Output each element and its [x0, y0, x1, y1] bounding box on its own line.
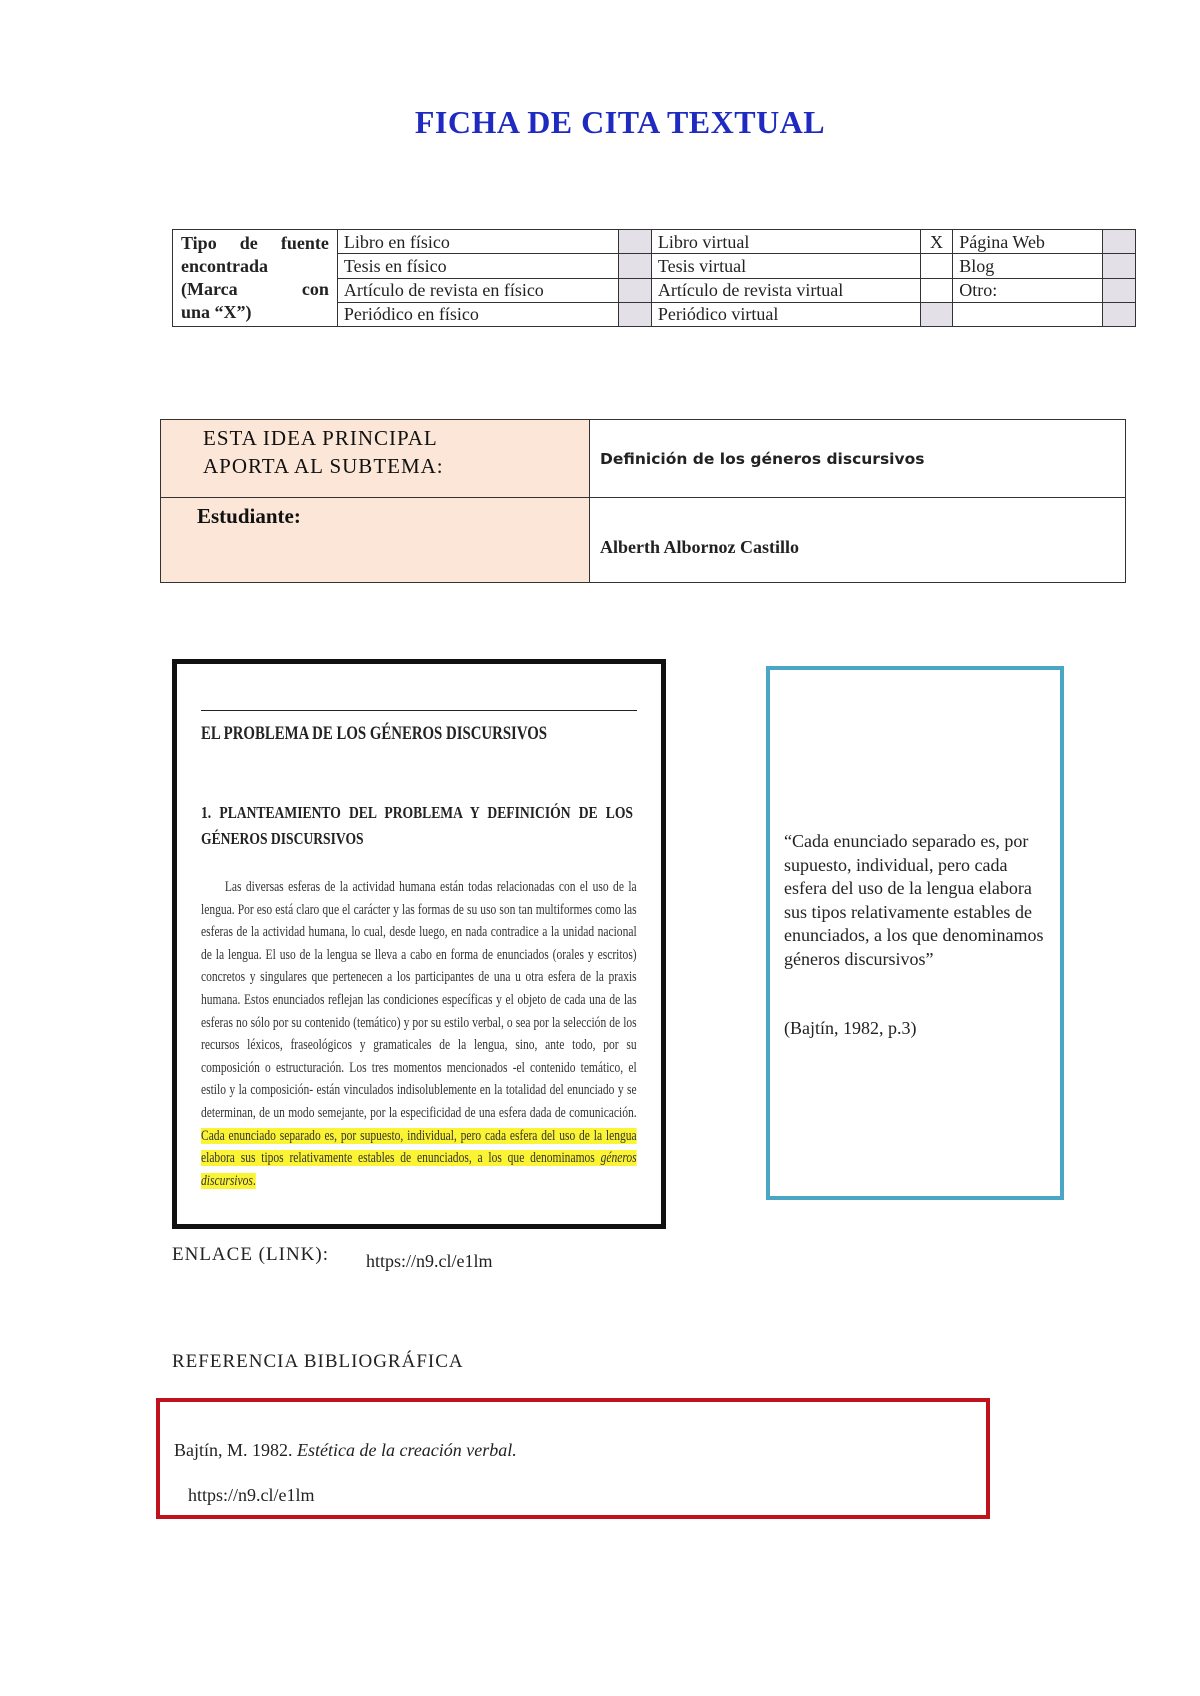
mark-blog[interactable]: [1103, 254, 1136, 278]
student-value[interactable]: Alberth Albornoz Castillo: [590, 498, 1126, 583]
idea-table: [160, 419, 1126, 583]
mark-periodico-virtual[interactable]: [920, 302, 953, 326]
reference-text: Bajtín, M. 1982. Estética de la creación verbal.: [174, 1440, 517, 1460]
link-value[interactable]: https://n9.cl/e1lm: [366, 1251, 493, 1271]
option-articulo-virtual: Artículo de revista virtual: [651, 278, 920, 302]
mark-libro-fisico[interactable]: [619, 230, 652, 254]
source-type-row: [173, 230, 1136, 254]
source-type-label: Tipo de fuente encontrada (Marca con una “X”): [173, 230, 338, 327]
scan-heading: EL PROBLEMA DE LOS GÉNEROS DISCURSIVOS: [201, 723, 548, 744]
scan-subheading: 1. PLANTEAMIENTO DEL PROBLEMA Y DEFINICIÓN DE LOS GÉNEROS DISCURSIVOS: [201, 803, 633, 848]
option-empty: [953, 302, 1103, 326]
reference-label: REFERENCIA BIBLIOGRÁFICA: [172, 1351, 464, 1372]
option-tesis-virtual: Tesis virtual: [651, 254, 920, 278]
reference-title: Estética de la creación verbal.: [297, 1440, 517, 1460]
scanned-source-image: [172, 659, 666, 1229]
reference-box: [156, 1398, 990, 1519]
mark-periodico-fisico[interactable]: [619, 302, 652, 326]
link-label: ENLACE (LINK):: [172, 1244, 329, 1265]
option-otro: Otro:: [953, 278, 1103, 302]
mark-libro-virtual[interactable]: X: [920, 230, 953, 254]
quote-citation: (Bajtín, 1982, p.3): [784, 1018, 917, 1038]
mark-tesis-fisico[interactable]: [619, 254, 652, 278]
scan-body: [201, 876, 637, 1192]
option-articulo-fisico: Artículo de revista en físico: [337, 278, 618, 302]
option-periodico-virtual: Periódico virtual: [651, 302, 920, 326]
option-libro-fisico: Libro en físico: [337, 230, 618, 254]
subtema-row: [161, 420, 1126, 498]
subtema-label: ESTA IDEA PRINCIPAL APORTA AL SUBTEMA:: [161, 420, 590, 498]
mark-articulo-fisico[interactable]: [619, 278, 652, 302]
mark-tesis-virtual[interactable]: [920, 254, 953, 278]
subtema-value[interactable]: Definición de los géneros discursivos: [590, 420, 1126, 498]
student-row: [161, 498, 1126, 583]
scan-divider: [201, 710, 637, 711]
student-label: Estudiante:: [161, 498, 590, 583]
quote-text: “Cada enunciado separado es, por supuesto, individual, pero cada esfera del uso de la lengua elabora sus tipos relativamente estables de enunciados, a los que denominamos géneros discursivos”: [784, 831, 1044, 969]
option-tesis-fisico: Tesis en físico: [337, 254, 618, 278]
option-blog: Blog: [953, 254, 1103, 278]
mark-articulo-virtual[interactable]: [920, 278, 953, 302]
reference-url[interactable]: https://n9.cl/e1lm: [188, 1485, 315, 1505]
mark-pagina-web[interactable]: [1103, 230, 1136, 254]
scan-highlight: Cada enunciado separado es, por supuesto, individual, pero cada esfera del uso de la lengua elabora sus tipos relativamente estables de enunciados, a los que denominamos géneros discursivos.: [201, 1127, 637, 1189]
scan-body-text: Las diversas esferas de la actividad humana están todas relacionadas con el uso de la lengua. Por eso está claro que el carácter y las formas de su uso son tan multiformes como las esferas de la actividad humana, lo cual, desde luego, en nada contradice a la unidad nacional de la lengua. El uso de la lengua se lleva a cabo en forma de enunciados (orales y escritos) concretos y singulares que pertenecen a los participantes de una u otra esfera de la praxis humana. Estos enunciados reflejan las condiciones específicas y el objeto de cada una de las esferas no sólo por su contenido (temático) y por su estilo verbal, o sea por la selección de los recursos léxicos, fraseológicos y gramaticales de la lengua, sino, ante todo, por su composición o estructuración. Los tres momentos mencionados -el contenido temático, el estilo y la composición- están vinculados indisolublemente en la totalidad del enunciado y se determinan, de un modo semejante, por la especificidad de una esfera dada de comunicación.: [201, 879, 637, 1121]
mark-otro[interactable]: [1103, 278, 1136, 302]
source-type-table: [172, 229, 1136, 327]
option-pagina-web: Página Web: [953, 230, 1103, 254]
option-libro-virtual: Libro virtual: [651, 230, 920, 254]
mark-empty[interactable]: [1103, 302, 1136, 326]
quote-box: [766, 666, 1064, 1200]
option-periodico-fisico: Periódico en físico: [337, 302, 618, 326]
page-title: FICHA DE CITA TEXTUAL: [414, 104, 826, 140]
